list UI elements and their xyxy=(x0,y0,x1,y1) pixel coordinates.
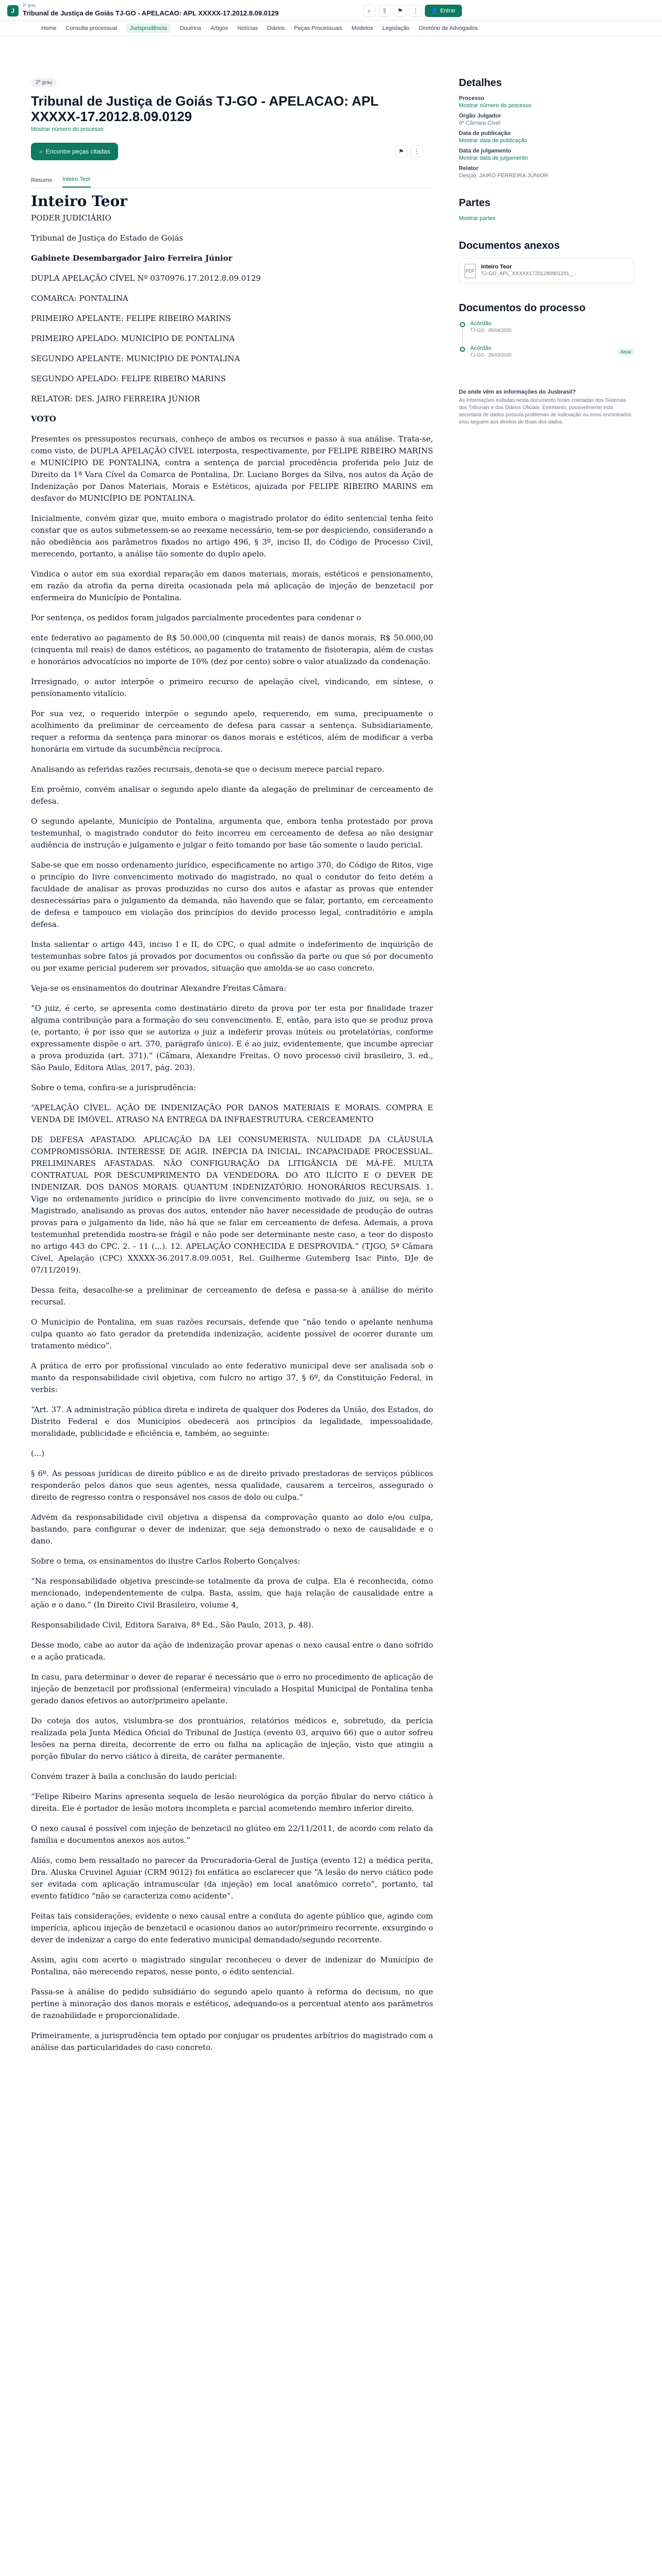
search-icon[interactable]: ⌕ xyxy=(363,5,375,17)
meta-value-link[interactable]: Mostrar número do processo xyxy=(459,103,532,109)
doc-paragraph: Por sentença, os pedidos foram julgados parcialmente procedentes para condenar o xyxy=(31,613,361,622)
doc-paragraph: Irresignado, o autor interpõe o primeiro recurso de apelação cível, vindicando, em síntese, o pensionamento vitalício. xyxy=(31,677,433,698)
doc-paragraph: Responsabilidade Civil, Editora Saraiva, 8ª Ed., São Paulo, 2013, p. 48). xyxy=(31,1620,314,1630)
nav-item-diarios[interactable]: Diários xyxy=(267,25,285,31)
doc-paragraph: Analisando as referidas razões recursais, denota-se que o decisum merece parcial reparo. xyxy=(31,765,385,774)
top-bar xyxy=(0,0,662,21)
timeline-item-name: Acórdão xyxy=(470,345,491,351)
meta-label: Órgão Julgador xyxy=(459,113,501,119)
doc-paragraph: Em proêmio, convém analisar o segundo apelo diante da alegação de preliminar de cerceamento de defesa. xyxy=(31,785,433,806)
meta-item xyxy=(459,148,634,161)
details-title: Detalhes xyxy=(459,77,502,89)
timeline-item[interactable] xyxy=(459,320,634,345)
document-heading: Inteiro Teor xyxy=(31,193,127,210)
search-icon: ⌕ xyxy=(39,147,43,155)
nav-item-artigos[interactable]: Artigos xyxy=(210,25,228,31)
process-docs-section xyxy=(459,302,634,370)
doc-paragraph: Gabinete Desembargador Jairo Ferreira Júnior xyxy=(31,253,233,263)
doc-paragraph: Advém da responsabilidade civil objetiva a dispensa da comprovação quanto ao dolo e/ou culpa, bastando, para configurar o dever de indenizar, que seja demonstrado o nexo de causalidade e o dano. xyxy=(31,1513,433,1546)
timeline-dot xyxy=(460,347,465,352)
show-parts-link[interactable]: Mostrar partes xyxy=(459,215,495,222)
doc-paragraph: PRIMEIRO APELANTE: FELIPE RIBEIRO MARINS xyxy=(31,314,231,323)
meta-value: Des(a). JAIRO FERREIRA JÚNIOR xyxy=(459,173,549,179)
meta-value-link[interactable]: Mostrar data de publicação xyxy=(459,138,527,144)
timeline-item-meta: TJ-GO · 05/04/2020 xyxy=(470,328,512,333)
share-icon[interactable]: ⇪ xyxy=(378,5,391,17)
current-badge: Atual xyxy=(617,348,634,355)
doc-paragraph: Desse modo, cabe ao autor da ação de indenização provar apenas o nexo causal entre o dano sofrido e a ação praticada. xyxy=(31,1640,433,1662)
doc-paragraph: Do coteja dos autos, vislumbra-se dos prontuários, relatórios médicos e, sobretudo, da perícia realizada pela Junta Médica Oficial do Tribunal de Justiça (evento 03, arquivo 66) que o autor sofreu lesões na perna direita, decorrente de erro ou falha na aplicação de injeção, visto que atingiu a porção fibular do nervo ciático à direita, de caráter permanente. xyxy=(31,1716,433,1761)
bookmark-icon[interactable]: ⚑ xyxy=(394,5,406,17)
doc-paragraph: A prática de erro por profissional vinculado ao ente federativo municipal deve ser analisada sob o manto da responsabilidade civil objetiva, com fulcro no artigo 37, § 6º, da Constituição Federal, in verbis: xyxy=(31,1361,433,1394)
info-box xyxy=(459,388,634,426)
doc-paragraph: DUPLA APELAÇÃO CÍVEL Nº 0370976.17.2012.8.09.0129 xyxy=(31,274,261,283)
entrar-button[interactable] xyxy=(425,5,462,17)
details-sidebar xyxy=(459,77,634,426)
doc-paragraph: “APELAÇÃO CÍVEL. AÇÃO DE INDENIZAÇÃO POR DANOS MATERIAIS E MORAIS. COMPRA E VENDA DE IMÓVEL. ATRASO NA ENTREGA DA INFRAESTRUTURA. CERCEAMENTO xyxy=(31,1103,433,1124)
meta-value: 6ª Câmara Cível xyxy=(459,120,501,126)
timeline-dot xyxy=(460,322,465,327)
degree-chip: 2º grau xyxy=(31,78,57,87)
parts-section xyxy=(459,197,634,222)
tool-row xyxy=(31,143,433,163)
doc-paragraph: Sabe-se que em nosso ordenamento jurídico, especificamente no artigo 370, do Código de Ritos, vige o princípio do livre convencimento motivado do magistrado, no qual o condutor do feito detém a faculdade de analisar as provas produzidas no curso dos autos e afastar as provas que entender desnecessárias para o julgamento da demanda, não havendo que se falar, portanto, em cerceamento de defesa e tampouco em violação dos princípios do devido processo legal, contraditório e ampla defesa. xyxy=(31,860,433,929)
meta-item xyxy=(459,95,634,109)
timeline-item-name: Acórdão xyxy=(470,320,491,327)
timeline-item[interactable] xyxy=(459,345,634,370)
doc-paragraph: Assim, agiu com acerto o magistrado singular reconheceu o dever de indenizar do Município de Pontalina, não merecendo reparos, nesse ponto, o édito sentencial. xyxy=(31,1955,433,1976)
doc-paragraph: Presentes os pressupostos recursais, conheço de ambos os recursos e passo à sua análise. Trata-se, como visto, de DUPLA APELAÇÃO CÍVEL interposta, respectivamente, por FELIPE RIBEIRO MARINS e MUNICÍPIO DE PONTALINA, contra a sentença de parcial procedência proferida pelo Juiz de Direito da 1ª Vara Cível da Comarca de Pontalina, Dr. Luciano Borges da Silva, nos autos da Ação de Indenização por Danos Materiais, Morais e Estéticos, ajuizada por FELIPE RIBEIRO MARINS em desfavor do MUNICÍPIO DE PONTALINA. xyxy=(31,434,433,503)
doc-paragraph: O Município de Pontalina, em suas razões recursais, defende que “não tendo o apelante nenhuma culpa quanto ao fato gerador da pretendida indenização, acidente possível de ocorrer durante um tratamento médico”. xyxy=(31,1317,433,1350)
tab-inteiro-teor[interactable]: Inteiro Teor xyxy=(62,176,91,188)
process-timeline xyxy=(459,320,634,370)
breadcrumb-small: 2º grau xyxy=(23,3,36,8)
document-icon: PDF xyxy=(465,264,476,278)
doc-paragraph: Vindica o autor em sua exordial reparação em danos materiais, morais, estéticos e pensionamento, em razão da atrofia da perna direita ocasionada pela má aplicação de injeção de benzetacil por enfermeira do Município de Pontalina. xyxy=(31,569,433,602)
meta-item xyxy=(459,165,634,179)
doc-paragraph: Passa-se à análise do pedido subsidiário do segundo apelo quanto à reforma do decisum, no que pertine à minoração dos danos morais e estéticos, adequando-os a percentual atento aos parâmetros de razoabilidade e proporcionalidade. xyxy=(31,1987,433,2020)
header-title: Tribunal de Justiça de Goiás TJ-GO - APELACAO: APL XXXXX-17.2012.8.09.0129 xyxy=(23,9,279,17)
show-process-number-link[interactable]: Mostrar número do processo xyxy=(31,126,104,132)
doc-paragraph: PRIMEIRO APELADO: MUNICÍPIO DE PONTALINA xyxy=(31,334,235,343)
meta-item xyxy=(459,113,634,126)
nav-item-jurisprudencia[interactable]: Jurisprudência xyxy=(126,24,171,33)
nav-item-consulta[interactable]: Consulta processual xyxy=(65,25,118,31)
meta-label: Data de publicação xyxy=(459,130,511,137)
nav-item-home[interactable]: Home xyxy=(41,25,57,31)
find-cited-label: Encontre peças citadas xyxy=(45,148,110,155)
info-title: De onde vêm as informações do Jusbrasil? xyxy=(459,389,576,395)
doc-paragraph: Inicialmente, convém gizar que, muito embora o magistrado prolator do édito sentencial tenha feito constar que os autos submetessem-se ao reexame necessário, tem-se por despiciendo, considerando a não obediência aos parâmetros fixados no artigo 496, § 3º, inciso II, do Código de Processo Civil, merecendo, portanto, a análise tão somente do duplo apelo. xyxy=(31,514,433,558)
timeline-item-meta: TJ-GO · 25/03/2020 xyxy=(470,352,512,358)
attached-docs-title: Documentos anexos xyxy=(459,240,560,251)
doc-paragraph: Insta salientar o artigo 443, inciso I e II, do CPC, o qual admite o indeferimento de inquirição de testemunhas sobre fatos já provados por documentos ou confissão da parte ou que só por documento ou por exame pericial puderem ser provados, situação que amolda-se ao caso concreto. xyxy=(31,940,433,973)
attached-doc-card[interactable] xyxy=(459,258,634,284)
doc-paragraph: PODER JUDICIÁRIO xyxy=(31,213,111,223)
doc-paragraph: Aliás, como bem ressaltado no parecer da Procuradoria-Geral de Justiça (evento 12) a médica perita, Dra. Aluska Cruvinel Aguiar (CRM 9012) foi enfática ao esclarecer que “A lesão do nervo ciático pode ser evitada com aplicação intramuscular (da injeção) em local anatômico correto”, portanto, tal evento fatídico “não se caracteriza como acidente”. xyxy=(31,1856,433,1901)
more-icon[interactable]: ⋮ xyxy=(410,145,423,158)
user-icon: 👤 xyxy=(431,8,438,14)
page-title: Tribunal de Justiça de Goiás TJ-GO - APELACAO: APL XXXXX-17.2012.8.09.0129 xyxy=(31,93,378,124)
content-tabs xyxy=(31,173,433,188)
attached-docs-section xyxy=(459,240,634,284)
process-docs-title: Documentos do processo xyxy=(459,302,586,314)
parts-title: Partes xyxy=(459,197,491,209)
doc-paragraph: Tribunal de Justiça do Estado de Goiás xyxy=(31,233,184,243)
bookmark-icon[interactable]: ⚑ xyxy=(395,145,407,158)
meta-value-link[interactable]: Mostrar data de julgamento xyxy=(459,155,528,161)
tab-resumo[interactable]: Resumo xyxy=(31,177,52,183)
nav-item-noticias[interactable]: Notícias xyxy=(237,25,258,31)
meta-label: Processo xyxy=(459,95,485,101)
nav-item-legislacao[interactable]: Legislação xyxy=(382,25,410,31)
nav-item-modelos[interactable]: Modelos xyxy=(351,25,373,31)
doc-paragraph: O segundo apelante, Município de Pontalina, argumenta que, embora tenha protestado por prova testemunhal, o magistrado condutor do feito incorreu em cerceamento de defesa ao não designar audiência de instrução e julgamento e julgar o feito tomando por base tão somente o laudo pericial. xyxy=(31,817,433,850)
doc-paragraph: DE DEFESA AFASTADO. APLICAÇÃO DA LEI CONSUMERISTA. NULIDADE DA CLÁUSULA COMPROMISSÓRIA. INTERESSE DE AGIR. INÉPCIA DA INICIAL. INCAPACIDADE PROCESSUAL. PRELIMINARES AFASTADAS. NÃO CONFIGURAÇÃO DA LITIGÂNCIA DE MÁ-FÉ. MULTA CONTRATUAL POR DESCUMPRIMENTO DA VENDEDORA. DO ATO ILÍCITO E O DEVER DE INDENIZAR. DOS DANOS MORAIS. QUANTUM INDENIZATÓRIO. HONORÁRIOS RECURSAIS. 1. Vige no ordenamento jurídico o princípio do livre convencimento motivado do juiz, ou seja, se o Magistrado, analisando as provas dos autos, entender não haver necessidade de produção de outras provas para o julgamento da lide, não há que se falar em cerceamento de defesa. Ademais, a prova testemunhal pretendida mostra-se frágil e não pode ser determinante neste caso, a teor do disposto no artigo 443 do CPC. 2. - 11 (...). 12. APELAÇÃO CONHECIDA E DESPROVIDA.” (TJGO, 5ª Câmara Cível, Apelação (CPC) XXXXX-36.2017.8.09.0051, Rel. Guilherme Gutemberg Isac Pinto, DJe de 07/11/2019). xyxy=(31,1135,433,1275)
doc-paragraph: § 6º. As pessoas jurídicas de direito público e as de direito privado prestadoras de serviços públicos responderão pelos danos que seus agentes, nessa qualidade, causarem a terceiros, assegurado o direito de regresso contra o responsável nos casos de dolo ou culpa.” xyxy=(31,1469,433,1502)
jusbrasil-logo[interactable]: J xyxy=(7,5,19,16)
main-nav xyxy=(0,21,662,36)
timeline-line xyxy=(462,328,463,345)
doc-paragraph: In casu, para determinar o dever de reparar é necessário que o erro no procedimento de aplicação de injeção de benzetacil por profissional (enfermeira) vinculado a Hospital Municipal de Pontalina tenha gerado danos efetivos ao autor/primeiro apelante. xyxy=(31,1672,433,1705)
entrar-label: Entrar xyxy=(440,8,456,14)
doc-paragraph: “Felipe Ribeiro Marins apresenta sequela de lesão neurológica da porção fibular do nervo ciático à direita. Ele é portador de lesão motora incompleta e parcial acometendo membro inferior direito. xyxy=(31,1792,433,1813)
doc-paragraph: “O juiz, é certo, se apresenta como destinatário direto da prova por ter esta por finalidade trazer alguma contribuição para a formação do seu convencimento. E, então, para isto que se produz prova (e, portanto, é por isso que se autoriza o juiz a indeferir provas inúteis ou protelatórias, conforme expressamente dispõe o art. 370, parágrafo único). E é ao juiz, evidentemente, que incumbe apreciar a prova produzida (art. 371).” (Câmara, Alexandre Freitas. O novo processo civil brasileiro, 3. ed., São Paulo, Editora Atlas, 2017, pág. 203). xyxy=(31,1004,433,1072)
document-body xyxy=(31,195,433,2054)
doc-paragraph: O nexo causal é possível com injeção de benzetacil no glúteo em 22/11/2011, de acordo com relato da família e documentos anexos aos autos.” xyxy=(31,1824,433,1845)
info-text: As informações exibidas nesta documento foram coletadas dos Sistemas dos Tribunais e dos Diários Oficiais. Entretanto, possivelmente esta secretaria de dados possuía problemas de indexação ou erros encontrados e/ou seguem aos direitos de Boas dos dados. xyxy=(459,398,632,425)
nav-item-diretorio[interactable]: Diretório de Advogados xyxy=(419,25,478,31)
doc-paragraph: SEGUNDO APELANTE: MUNICÍPIO DE PONTALINA xyxy=(31,354,240,363)
meta-label: Data de julgamento xyxy=(459,148,511,154)
find-cited-button[interactable] xyxy=(31,143,118,160)
doc-paragraph: Sobre o tema, os ensinamentos do ilustre Carlos Roberto Gonçalves: xyxy=(31,1556,301,1566)
doc-paragraph: Veja-se os ensinamentos do doutrinar Alexandre Freitas Câmara: xyxy=(31,984,287,993)
attached-doc-file: TJ-GO_APL_XXXXX17201280901291_... xyxy=(481,271,577,277)
doc-paragraph: Feitas tais considerações, evidente o nexo causal entre a conduta do agente público que, agindo com imperícia, aplicou injeção de benzetacil e ocasionou danos ao autor/primeiro recorrente, exsurgindo o dever de indenizar a cargo do ente federativo municipal demandado/segundo recorrente. xyxy=(31,1911,433,1944)
doc-paragraph: “Art. 37. A administração pública direta e indireta de qualquer dos Poderes da União, dos Estados, do Distrito Federal e dos Municípios obedecerá aos princípios da legalidade, impessoalidade, moralidade, publicidade e eficiência e, também, ao seguinte: xyxy=(31,1405,433,1438)
doc-paragraph: Por sua vez, o requerido interpõe o segundo apelo, requerendo, em suma, precipuamente o acolhimento da preliminar de cerceamento de defesa para cassar a sentença. Subsidiariamente, requer a reforma da sentença para minorar os danos morais e estéticos, além de modificar a verba honorária em virtude da sucumbência recíproca. xyxy=(31,709,433,754)
doc-paragraph: Convém trazer à baila a conclusão do laudo pericial: xyxy=(31,1772,237,1781)
doc-paragraph: ente federativo ao pagamento de R$ 50.000,00 (cinquenta mil reais) de danos morais, R$ 50.000,00 (cinquenta mil reais) de danos estéticos, ao pagamento do tratamento de fisioterapia, além de custas e honorários advocatícios no importe de 10% (dez por cento) sobre o valor atualizado da condenação. xyxy=(31,633,433,666)
nav-item-doutrina[interactable]: Doutrina xyxy=(179,25,202,31)
doc-paragraph: Primeiramente, a jurisprudência tem optado por conjugar os prudentes arbítrios do magistrado com a análise das particularidades do caso concreto. xyxy=(31,2031,433,2052)
nav-item-pecas[interactable]: Peças Processuais xyxy=(294,25,342,31)
more-icon[interactable]: ⋮ xyxy=(409,5,422,17)
doc-paragraph: “Na responsabilidade objetiva prescinde-se totalmente da prova de culpa. Ela é reconhecida, como mencionado, independentemente de culpa. Basta, assim, que haja relação de causalidade entre a ação e o dano.” (In Direito Civil Brasileiro, volume 4, xyxy=(31,1577,433,1609)
doc-paragraph: Dessa feita, desacolhe-se a preliminar de cerceamento de defesa e passa-se à análise do mérito recursal. xyxy=(31,1285,433,1307)
header-actions xyxy=(363,5,462,17)
doc-paragraph: RELATOR: DES. JAIRO FERREIRA JÚNIOR xyxy=(31,394,201,403)
attached-doc-name: Inteiro Teor xyxy=(481,264,512,270)
doc-paragraph: VOTO xyxy=(31,414,56,423)
meta-label: Relator xyxy=(459,165,478,172)
doc-paragraph: SEGUNDO APELADO: FELIPE RIBEIRO MARINS xyxy=(31,374,226,383)
main-content xyxy=(31,77,433,2062)
doc-paragraph: COMARCA: PONTALINA xyxy=(31,294,128,303)
doc-paragraph: Sobre o tema, confira-se a jurisprudência: xyxy=(31,1083,196,1092)
meta-item xyxy=(459,130,634,144)
doc-paragraph: (...) xyxy=(31,1449,45,1458)
